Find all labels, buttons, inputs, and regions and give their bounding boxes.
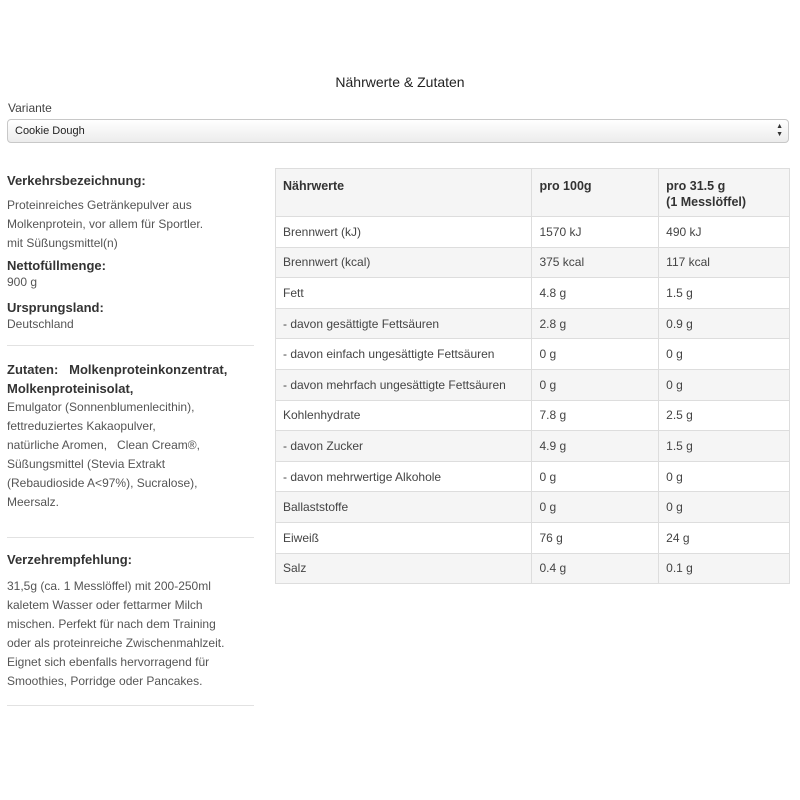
nutrient-name-cell: Eiweiß: [276, 522, 532, 553]
per-100g-cell: 1570 kJ: [532, 217, 659, 248]
zutaten-label: Zutaten:: [7, 362, 59, 377]
nutrient-name-cell: Ballaststoffe: [276, 492, 532, 523]
table-row: [276, 431, 790, 462]
table-header-row: [276, 169, 790, 217]
divider: [7, 705, 254, 706]
table-row: [276, 553, 790, 584]
zutaten-text: [7, 398, 254, 512]
zutaten-line: fettreduziertes Kakaopulver,: [7, 419, 156, 433]
verkehrsbezeichnung-label: Verkehrsbezeichnung:: [7, 173, 146, 188]
header-pro-portion-unit: (1 Messlöffel): [666, 195, 747, 209]
per-100g-cell: 76 g: [532, 522, 659, 553]
per-100g-cell: 4.8 g: [532, 278, 659, 309]
per-100g-cell: 375 kcal: [532, 247, 659, 278]
table-row: [276, 308, 790, 339]
table-row: [276, 461, 790, 492]
verkehrsbezeichnung-line: Proteinreiches Getränkepulver aus: [7, 198, 192, 212]
zutaten-line: Emulgator (Sonnenblumenlecithin),: [7, 400, 195, 414]
header-naehrwerte: Nährwerte: [276, 169, 532, 217]
per-portion-cell: 1.5 g: [659, 431, 790, 462]
product-info: [7, 168, 254, 706]
zutaten-line: Meersalz.: [7, 495, 60, 509]
per-100g-cell: 4.9 g: [532, 431, 659, 462]
verzehrempfehlung-line: Eignet sich ebenfalls hervorragend für: [7, 655, 210, 669]
per-100g-cell: 0 g: [532, 461, 659, 492]
nutrient-name-cell: Kohlenhydrate: [276, 400, 532, 431]
table-row: [276, 339, 790, 370]
zutaten-bold-1: Molkenproteinkonzentrat,: [69, 362, 228, 377]
per-portion-cell: 0 g: [659, 461, 790, 492]
table-row: [276, 492, 790, 523]
ursprungsland-value: Deutschland: [7, 317, 74, 331]
verzehrempfehlung-label: Verzehrempfehlung:: [7, 552, 132, 567]
per-portion-cell: 24 g: [659, 522, 790, 553]
nutrient-name-cell: - davon Zucker: [276, 431, 532, 462]
nutrient-name-cell: Brennwert (kcal): [276, 247, 532, 278]
table-row: [276, 400, 790, 431]
verkehrsbezeichnung-line: mit Süßungsmittel(n): [7, 236, 118, 250]
per-portion-cell: 490 kJ: [659, 217, 790, 248]
divider: [7, 537, 254, 538]
verzehrempfehlung-line: mischen. Perfekt für nach dem Training: [7, 617, 216, 631]
select-arrows-icon: ▲ ▼: [776, 123, 783, 138]
nutrient-name-cell: Brennwert (kJ): [276, 217, 532, 248]
variant-label: Variante: [8, 101, 52, 115]
verzehrempfehlung-line: kaletem Wasser oder fettarmer Milch: [7, 598, 203, 612]
header-pro-portion: [659, 169, 790, 217]
divider: [7, 345, 254, 346]
zutaten-line: Süßungsmittel (Stevia Extrakt: [7, 457, 166, 471]
per-portion-cell: 0 g: [659, 339, 790, 370]
nettofuellmenge-label: Nettofüllmenge:: [7, 258, 106, 273]
per-portion-cell: 0.1 g: [659, 553, 790, 584]
per-100g-cell: 2.8 g: [532, 308, 659, 339]
table-row: [276, 369, 790, 400]
nutrition-table: [275, 168, 790, 584]
per-100g-cell: 0 g: [532, 339, 659, 370]
table-row: [276, 522, 790, 553]
per-100g-cell: 7.8 g: [532, 400, 659, 431]
nutrient-name-cell: Fett: [276, 278, 532, 309]
nettofuellmenge-value: 900 g: [7, 275, 38, 289]
nutrient-name-cell: - davon mehrfach ungesättigte Fettsäuren: [276, 369, 532, 400]
verzehrempfehlung-line: oder als proteinreiche Zwischenmahlzeit.: [7, 636, 225, 650]
per-portion-cell: 117 kcal: [659, 247, 790, 278]
zutaten-bold-2: Molkenproteinisolat,: [7, 381, 134, 396]
nutrient-name-cell: - davon einfach ungesättigte Fettsäuren: [276, 339, 532, 370]
zutaten-line: (Rebaudioside A<97%), Sucralose),: [7, 476, 198, 490]
zutaten-heading: [7, 360, 254, 398]
per-100g-cell: 0 g: [532, 492, 659, 523]
header-pro-100g: pro 100g: [532, 169, 659, 217]
table-row: [276, 217, 790, 248]
per-portion-cell: 2.5 g: [659, 400, 790, 431]
nutrition-table-wrapper: [275, 168, 790, 584]
per-portion-cell: 0 g: [659, 369, 790, 400]
nutrient-name-cell: Salz: [276, 553, 532, 584]
verzehrempfehlung-line: 31,5g (ca. 1 Messlöffel) mit 200-250ml: [7, 579, 211, 593]
verkehrsbezeichnung-line: Molkenprotein, vor allem für Sportler.: [7, 217, 204, 231]
per-100g-cell: 0.4 g: [532, 553, 659, 584]
zutaten-line: natürliche Aromen, Clean Cream®,: [7, 438, 200, 452]
table-row: [276, 278, 790, 309]
per-100g-cell: 0 g: [532, 369, 659, 400]
per-portion-cell: 1.5 g: [659, 278, 790, 309]
verzehrempfehlung-text: [7, 577, 254, 691]
variant-select[interactable]: [7, 119, 789, 143]
header-pro-portion-amount: pro 31.5 g: [666, 179, 726, 193]
table-row: [276, 247, 790, 278]
verzehrempfehlung-line: Smoothies, Porridge oder Pancakes.: [7, 674, 203, 688]
page-title: Nährwerte & Zutaten: [335, 74, 465, 90]
nutrient-name-cell: - davon mehrwertige Alkohole: [276, 461, 532, 492]
per-portion-cell: 0 g: [659, 492, 790, 523]
verkehrsbezeichnung-text: [7, 196, 254, 253]
ursprungsland-label: Ursprungsland:: [7, 300, 104, 315]
per-portion-cell: 0.9 g: [659, 308, 790, 339]
nutrient-name-cell: - davon gesättigte Fettsäuren: [276, 308, 532, 339]
variant-selected-value: Cookie Dough: [15, 125, 85, 137]
